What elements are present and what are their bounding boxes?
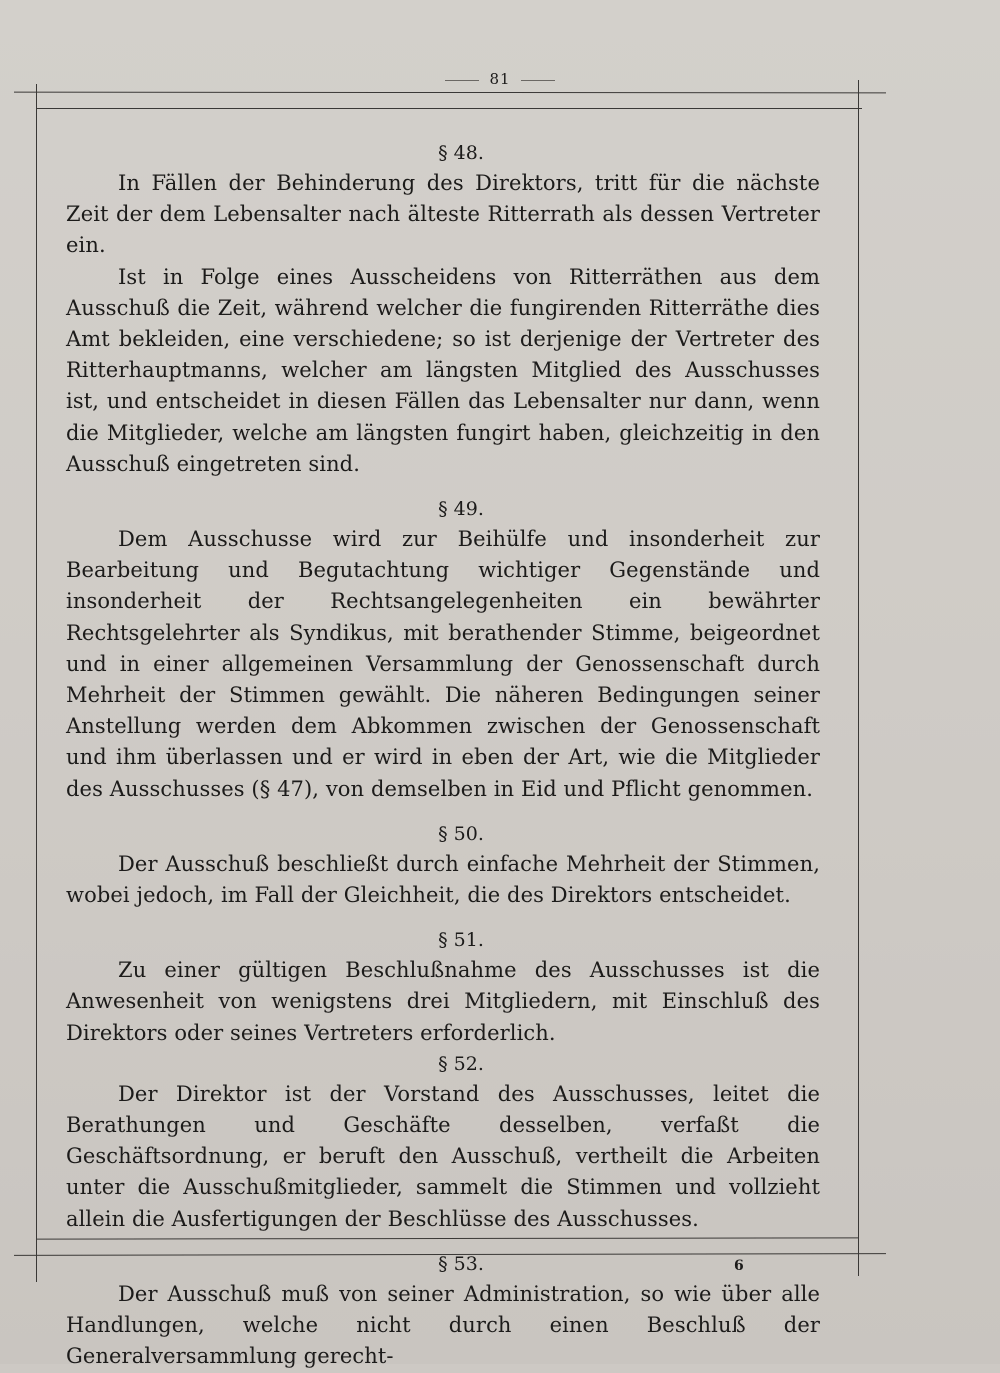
paragraph: Der Ausschuß muß von seiner Administration, so wie über alle Handlungen, welche nicht durch einen Beschluß der Generalversammlung gerecht- (66, 1281, 820, 1369)
section-53 (66, 1249, 820, 1373)
paragraph: Der Direktor ist der Vorstand des Ausschusses, leitet die Berathungen und Geschäfte desselben, verfaßt die Geschäftsordnung, er beruft den Ausschuß, vertheilt die Arbeiten unter die Ausschußmitglieder, sammelt die Stimmen und vollzieht allein die Ausfertigungen der Beschlüsse des Ausschusses. (66, 1081, 820, 1231)
right-rule (858, 80, 859, 1276)
paragraph: In Fällen der Behinderung des Direktors, tritt für die nächste Zeit der dem Lebensalter nach älteste Ritterrath als dessen Vertreter ein. (66, 171, 820, 258)
paragraph: Zu einer gültigen Beschlußnahme des Ausschusses ist die Anwesenheit von wenigstens drei Mitgliedern, mit Einschluß des Direktors oder seines Vertreters erforderlich. (66, 958, 820, 1045)
body-text (66, 138, 820, 1373)
section-heading: § 50. (438, 822, 484, 845)
section-heading: § 48. (438, 142, 484, 164)
spacer (66, 480, 820, 494)
left-rule (36, 84, 37, 1282)
section-heading: § 49. (438, 498, 484, 521)
section-heading: § 51. (438, 929, 484, 952)
page-number: 81 (489, 70, 511, 88)
spacer (66, 805, 820, 819)
page-number-header (0, 70, 1000, 88)
section-50 (66, 819, 820, 911)
header-dash-left (445, 80, 479, 81)
section-heading: § 53. (438, 1252, 484, 1275)
spacer (66, 1235, 820, 1249)
top-rule (14, 92, 886, 94)
section-52 (66, 1049, 820, 1235)
section-51 (66, 925, 820, 1049)
signature-mark: 6 (734, 1258, 744, 1274)
spacer (66, 911, 820, 925)
section-49 (66, 494, 820, 805)
section-48 (66, 138, 820, 480)
section-heading: § 52. (438, 1052, 484, 1075)
paragraph: Ist in Folge eines Ausscheidens von Ritterräthen aus dem Ausschuß die Zeit, während welcher die fungirenden Ritterräthe dies Amt bekleiden, eine verschiedene; so ist derjenige der Vertreter des Ritterhauptmanns, welcher am längsten Mitglied des Ausschusses ist, und entscheidet in diesen Fällen das Lebensalter nur dann, wenn die Mitglieder, welche am längsten fungirt haben, gleichzeitig in den Ausschuß eingetreten sind. (66, 264, 820, 476)
paragraph: Dem Ausschusse wird zur Beihülfe und insonderheit zur Bearbeitung und Begutachtung wichtiger Gegenstände und insonderheit der Rechtsangelegenheiten ein bewährter Rechtsgelehrter als Syndikus, mit berathender Stimme, beigeordnet und in einer allgemeinen Versammlung der Genossenschaft durch Mehrheit der Stimmen gewählt. Die näheren Bedingungen seiner Anstellung werden dem Abkommen zwischen der Genossenschaft und ihm überlassen und er wird in eben der Art, wie die Mitglieder des Ausschusses (§ 47), von demselben in Eid und Pflicht genommen. (66, 527, 820, 801)
paragraph: Der Ausschuß beschließt durch einfache Mehrheit der Stimmen, wobei jedoch, im Fall der Gleichheit, die des Direktors entscheidet. (66, 851, 820, 908)
header-dash-right (521, 80, 555, 81)
top-rule-inner (36, 108, 862, 109)
